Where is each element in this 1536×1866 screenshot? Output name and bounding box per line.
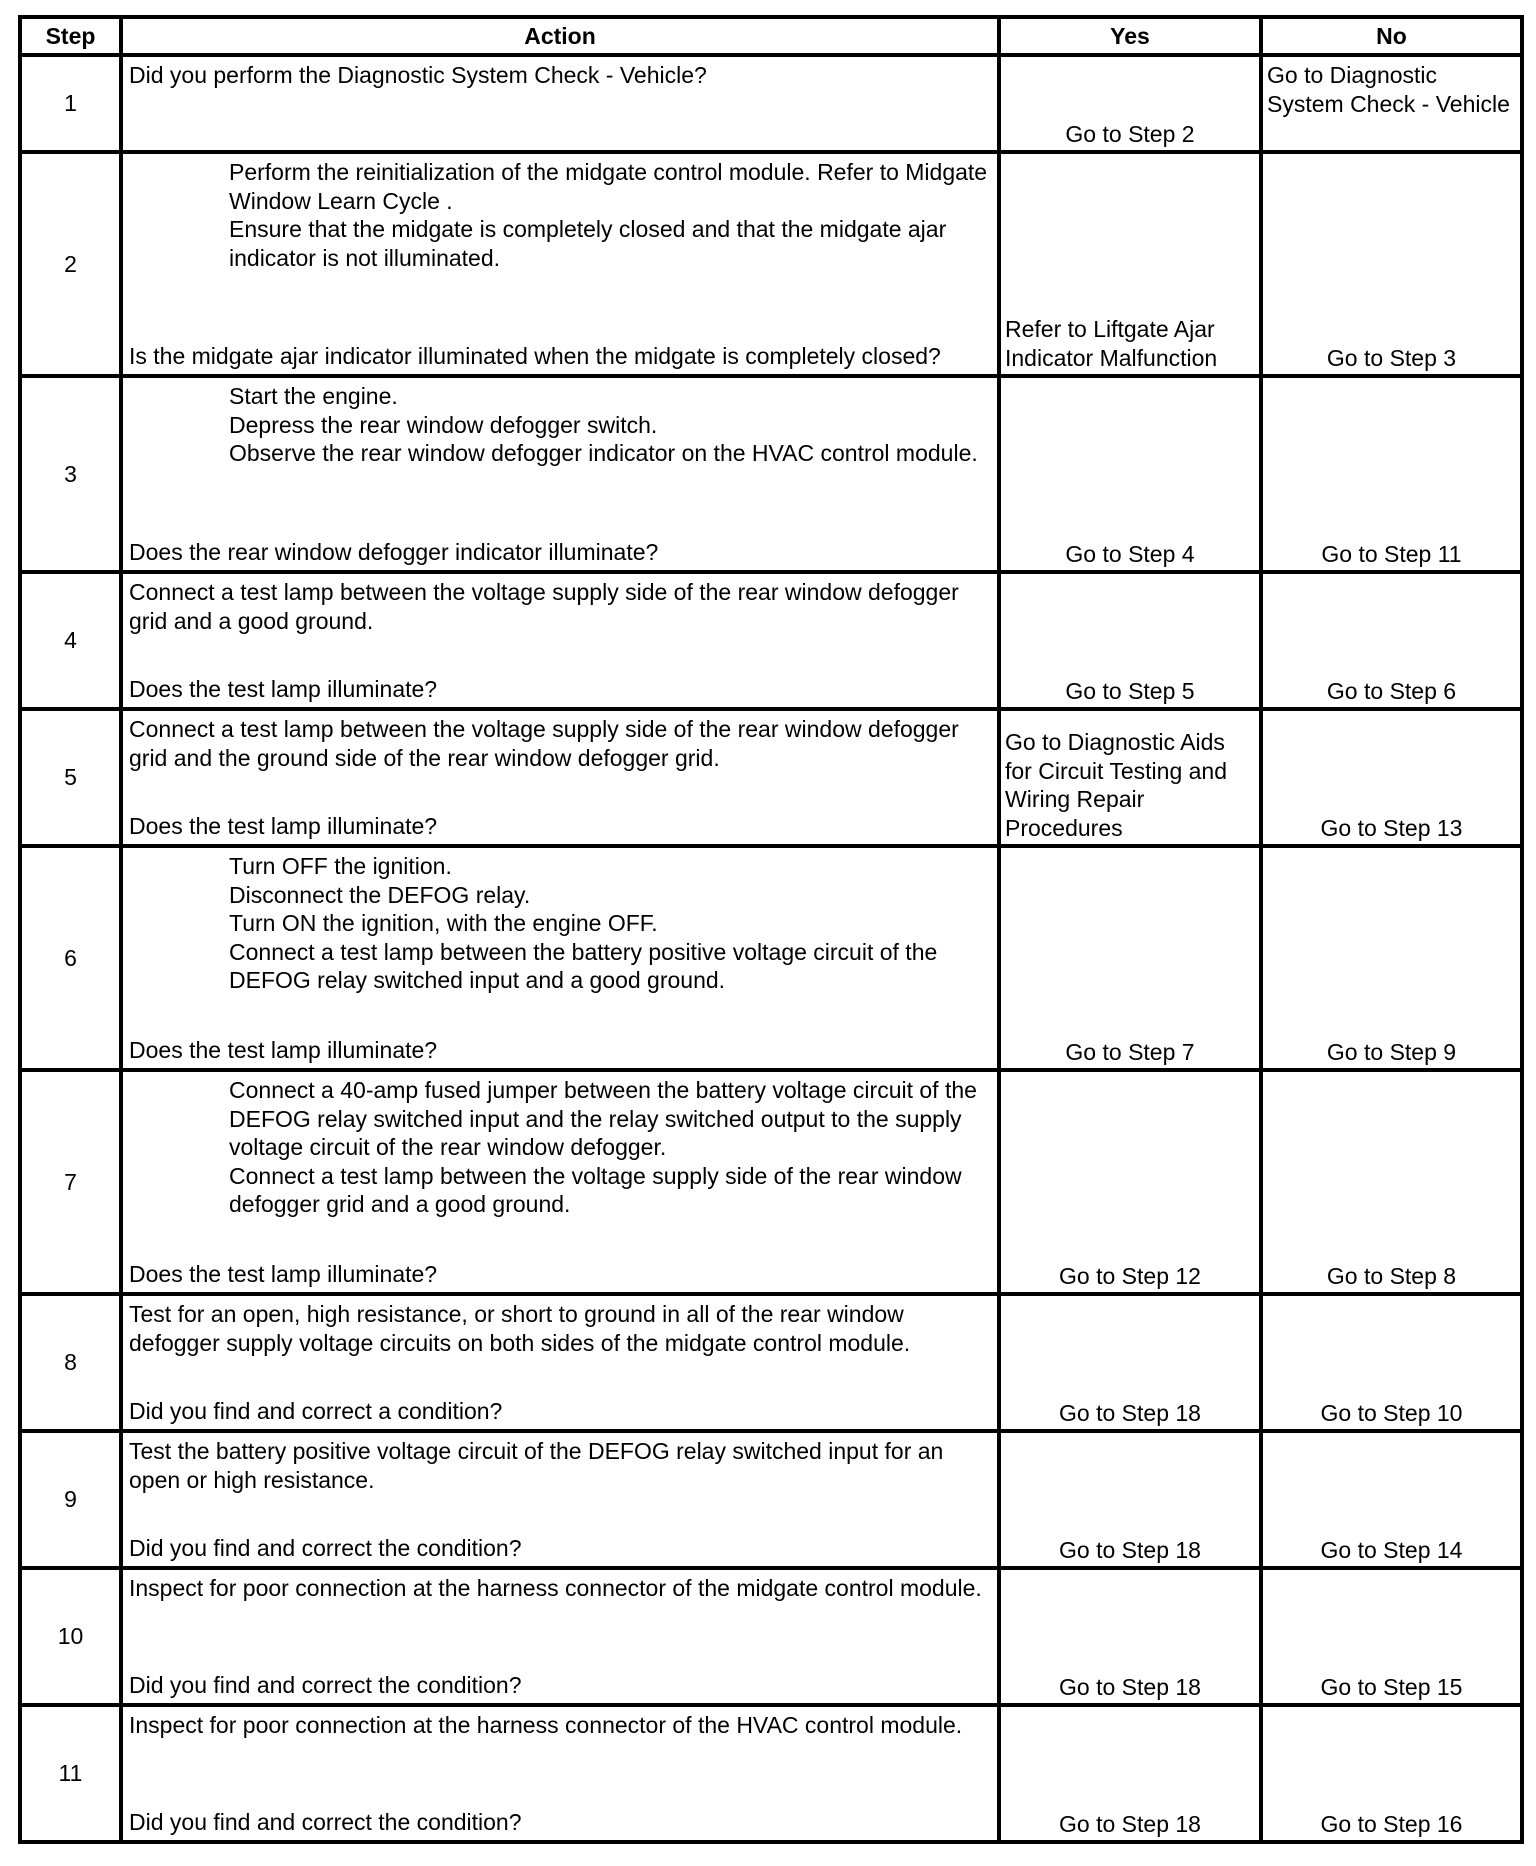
action-content	[129, 1574, 991, 1699]
step-number: 5	[20, 709, 121, 846]
action-content	[129, 852, 991, 1064]
action-question: Does the rear window defogger indicator illuminate?	[129, 538, 659, 565]
action-instruction: Turn ON the ignition, with the engine OFF.	[229, 910, 658, 936]
yes-result: Go to Step 7	[999, 846, 1261, 1070]
yes-result: Refer to Liftgate Ajar Indicator Malfunction	[999, 152, 1261, 376]
step-number: 7	[20, 1070, 121, 1294]
action-content	[129, 61, 991, 146]
step-number: 2	[20, 152, 121, 376]
yes-result: Go to Step 18	[999, 1705, 1261, 1842]
yes-result: Go to Step 18	[999, 1431, 1261, 1568]
action-instructions	[129, 1076, 991, 1219]
table-row	[20, 709, 1522, 846]
action-question: Did you find and correct the condition?	[129, 1671, 522, 1698]
action-lead: Connect a test lamp between the voltage supply side of the rear window defogger grid and the ground side of the rear window defogger grid.	[129, 716, 959, 771]
no-result: Go to Step 15	[1261, 1568, 1522, 1705]
table-row	[20, 846, 1522, 1070]
yes-result: Go to Step 2	[999, 55, 1261, 152]
step-number: 3	[20, 376, 121, 572]
action-instructions	[129, 715, 991, 772]
table-row	[20, 376, 1522, 572]
action-cell	[121, 572, 999, 709]
action-instruction: Turn OFF the ignition.	[229, 853, 452, 879]
header-no: No	[1261, 17, 1522, 55]
action-question: Does the test lamp illuminate?	[129, 1036, 438, 1063]
action-content	[129, 578, 991, 703]
action-lead: Inspect for poor connection at the harness connector of the HVAC control module.	[129, 1712, 963, 1738]
action-cell	[121, 1431, 999, 1568]
action-instructions	[129, 382, 991, 468]
table-row	[20, 572, 1522, 709]
no-result: Go to Step 13	[1261, 709, 1522, 846]
step-number: 6	[20, 846, 121, 1070]
action-instructions	[129, 158, 991, 272]
header-yes: Yes	[999, 17, 1261, 55]
action-instructions	[129, 1300, 991, 1357]
no-result: Go to Step 3	[1261, 152, 1522, 376]
action-instruction: Perform the reinitialization of the midgate control module. Refer to Midgate Window Learn Cycle .	[229, 159, 988, 214]
yes-result: Go to Diagnostic Aids for Circuit Testing and Wiring Repair Procedures	[999, 709, 1261, 846]
table-row	[20, 1431, 1522, 1568]
action-instructions	[129, 1711, 991, 1740]
action-lead: Connect a test lamp between the voltage supply side of the rear window defogger grid and a good ground.	[129, 579, 959, 634]
yes-result: Go to Step 18	[999, 1568, 1261, 1705]
table-row	[20, 152, 1522, 376]
action-question: Does the test lamp illuminate?	[129, 675, 438, 702]
action-instruction: Connect a 40-amp fused jumper between the battery voltage circuit of the DEFOG relay switched input and the relay switched output to the supply voltage circuit of the rear window defogger.	[229, 1077, 977, 1160]
action-question: Does the test lamp illuminate?	[129, 812, 438, 839]
action-cell	[121, 376, 999, 572]
action-cell	[121, 55, 999, 152]
no-result: Go to Step 11	[1261, 376, 1522, 572]
action-content	[129, 1711, 991, 1836]
action-instructions	[129, 852, 991, 995]
step-number: 1	[20, 55, 121, 152]
action-question: Did you find and correct the condition?	[129, 1534, 522, 1561]
action-content	[129, 382, 991, 566]
no-result: Go to Step 16	[1261, 1705, 1522, 1842]
header-row	[20, 17, 1522, 55]
action-cell	[121, 709, 999, 846]
action-instructions	[129, 1574, 991, 1603]
action-question: Did you perform the Diagnostic System Check - Vehicle?	[129, 62, 707, 88]
action-cell	[121, 846, 999, 1070]
no-result: Go to Step 10	[1261, 1294, 1522, 1431]
step-number: 9	[20, 1431, 121, 1568]
no-result: Go to Step 9	[1261, 846, 1522, 1070]
header-action: Action	[121, 17, 999, 55]
step-number: 8	[20, 1294, 121, 1431]
step-number: 4	[20, 572, 121, 709]
action-question: Did you find and correct a condition?	[129, 1397, 503, 1424]
yes-result: Go to Step 18	[999, 1294, 1261, 1431]
table-row	[20, 1705, 1522, 1842]
action-content	[129, 158, 991, 370]
action-instruction: Connect a test lamp between the battery positive voltage circuit of the DEFOG relay switched input and a good ground.	[229, 938, 938, 993]
action-content	[129, 1076, 991, 1288]
action-cell	[121, 1568, 999, 1705]
yes-result: Go to Step 12	[999, 1070, 1261, 1294]
action-question: Does the test lamp illuminate?	[129, 1260, 438, 1287]
yes-result: Go to Step 4	[999, 376, 1261, 572]
no-result: Go to Step 14	[1261, 1431, 1522, 1568]
action-cell	[121, 1294, 999, 1431]
action-instruction: Observe the rear window defogger indicator on the HVAC control module.	[229, 440, 978, 466]
action-cell	[121, 1070, 999, 1294]
step-number: 10	[20, 1568, 121, 1705]
action-instruction: Connect a test lamp between the voltage supply side of the rear window defogger grid and a good ground.	[229, 1162, 962, 1217]
action-instruction: Ensure that the midgate is completely closed and that the midgate ajar indicator is not illuminated.	[229, 216, 947, 271]
no-result: Go to Step 8	[1261, 1070, 1522, 1294]
action-instructions	[129, 61, 991, 90]
yes-result: Go to Step 5	[999, 572, 1261, 709]
table-row	[20, 1294, 1522, 1431]
action-instructions	[129, 1437, 991, 1494]
table-row	[20, 55, 1522, 152]
table-row	[20, 1568, 1522, 1705]
action-instruction: Depress the rear window defogger switch.	[229, 411, 658, 438]
action-question: Is the midgate ajar indicator illuminated when the midgate is completely closed?	[129, 342, 941, 369]
no-result: Go to Diagnostic System Check - Vehicle	[1261, 55, 1522, 152]
action-instructions	[129, 578, 991, 635]
no-result: Go to Step 6	[1261, 572, 1522, 709]
action-lead: Inspect for poor connection at the harness connector of the midgate control module.	[129, 1575, 982, 1601]
action-content	[129, 715, 991, 840]
action-instruction: Disconnect the DEFOG relay.	[229, 881, 531, 908]
header-step: Step	[20, 17, 121, 55]
action-cell	[121, 152, 999, 376]
diagnostic-table	[18, 15, 1524, 1844]
step-number: 11	[20, 1705, 121, 1842]
action-question: Did you find and correct the condition?	[129, 1808, 522, 1835]
action-content	[129, 1300, 991, 1425]
action-content	[129, 1437, 991, 1562]
table-row	[20, 1070, 1522, 1294]
action-lead: Test for an open, high resistance, or short to ground in all of the rear window defogger supply voltage circuits on both sides of the midgate control module.	[129, 1301, 911, 1356]
action-lead: Test the battery positive voltage circuit of the DEFOG relay switched input for an open or high resistance.	[129, 1438, 944, 1493]
action-cell	[121, 1705, 999, 1842]
action-instruction: Start the engine.	[229, 383, 398, 409]
